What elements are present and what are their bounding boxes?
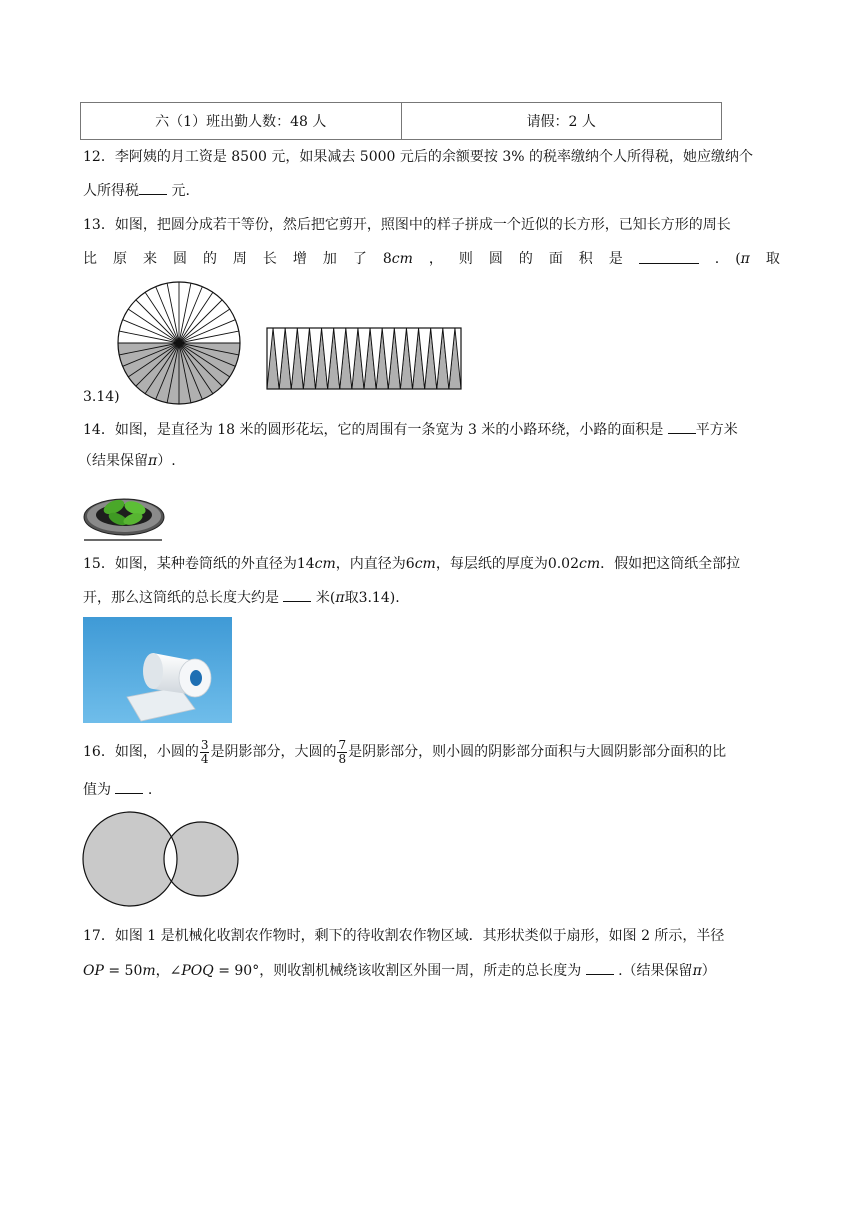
answer-blank [115,779,143,794]
table-cell-leave: 请假：2 人 [401,103,722,140]
q17-angle-sign: ∠ [169,963,182,979]
fraction-denominator: 4 [200,751,209,766]
q13-length-value: 8 [382,251,392,267]
q13-period: . [714,251,720,267]
q17-line1: 17．如图 1 是机械化收割农作物时，剩下的待收割农作物区域．其形状类似于扇形，如图 2 所示，半径 [83,928,725,944]
q15-close: ). [389,590,400,606]
overlapping-circles-figure [80,811,242,907]
q15-paren: ( [329,590,336,606]
q17-text: ，则收割机械绕该收割区外围一周，所走的总长度为 [259,963,586,979]
q13-char: 是 [608,251,623,267]
q17-tail: .（结果保留 [613,963,693,979]
q13-char: 加 [322,251,337,267]
flower-bed-figure [82,486,168,542]
fraction-denominator: 8 [338,751,347,766]
fraction-numerator: 3 [200,737,209,752]
q13-char: 圆 [488,251,503,267]
q13-char: 积 [578,251,593,267]
q17-pi: π [692,963,702,979]
q16-text-d: 值为 [83,782,116,798]
q13-char: 圆 [172,251,187,267]
q13-length [383,249,413,269]
roll-back [143,653,163,689]
q13-char: 则 [458,251,473,267]
q17-sep: ， [155,963,170,979]
q13-paren-pi [735,249,750,269]
q13-line1: 13．如图，把圆分成若干等份，然后把它剪开，照图中的样子拼成一个近似的长方形，已知长方形的周长 [83,217,731,233]
q14-pi: π [148,453,158,469]
q16-text-c: 是阴影部分，则小圆的阴影部分面积与大圆阴影部分面积的比 [348,744,727,760]
q14-text-d: ）. [157,453,176,469]
q15-pi-value: 3.14 [358,590,390,606]
q13-pi: π [740,251,750,267]
q15-pi: π [335,590,345,606]
q13-length-unit: cm [391,251,413,267]
q17-op: OP [83,963,104,979]
q15-unit: cm [579,556,601,572]
q15-text-d: ．假如把这筒纸全部拉 [600,556,741,572]
q15-text-b: ，内直径为 [335,556,406,572]
q16-text-b: 是阴影部分，大圆的 [210,744,337,760]
q13-char: 了 [352,251,367,267]
rearranged-rectangle-figure [266,327,462,390]
q13-pi-value: 3.14) [83,389,120,405]
q13-char: 周 [232,251,247,267]
q13-comma: ， [428,251,443,267]
fraction-seven-eighths [337,739,347,766]
q13-char: 原 [112,251,127,267]
q12-line2 [83,180,190,201]
q14-text-b: 平方米 [695,422,738,438]
q13-char: 来 [142,251,157,267]
answer-blank [586,960,614,975]
q15-text-a: 15．如图，某种卷筒纸的外直径为 [83,556,297,572]
q16-line1 [83,737,726,767]
q13-paren: ( [735,251,741,267]
q16-line2 [83,779,152,800]
circle-center [176,340,182,346]
q14-text-c: （结果保留 [78,453,148,469]
rectangle-sectors [267,328,461,389]
q14-text-a: 14．如图，是直径为 18 米的圆形花坛，它的周围有一条宽为 3 米的小路环绕，小路的面积是 [83,422,668,438]
q15-thickness: 0.02 [547,556,579,572]
q16-text-e: . [143,782,153,798]
q15-take: 取 [344,590,359,606]
q17-poq: POQ [181,963,214,979]
answer-blank [139,180,167,195]
table-row [81,103,722,140]
q17-line2 [83,960,716,981]
q14-line1 [83,419,738,440]
q13-char: 长 [262,251,277,267]
attendance-table [80,102,722,140]
q13-char: 增 [292,251,307,267]
q15-unit: cm [414,556,436,572]
q12-line1: 12．李阿姨的月工资是 8500 元，如果减去 5000 元后的余额要按 3% 的税率缴纳个人所得税，她应缴纳个 [83,149,753,165]
sector-line [136,300,179,343]
q15-inner-diameter: 6 [405,556,415,572]
fraction-three-quarters [200,739,210,766]
q15-line1 [83,554,740,574]
q15-text-f: 米 [311,590,330,606]
table-cell-attendance: 六（1）班出勤人数：48 人 [81,103,402,140]
sectored-circle-figure [116,280,242,406]
answer-blank [639,249,699,264]
roll-core [190,670,202,686]
q12-text-a: 人所得税 [83,183,139,199]
answer-blank [668,419,696,434]
q13-char: 的 [518,251,533,267]
sector-line [179,300,222,343]
q13-char: 的 [202,251,217,267]
q12-text-b: 元. [167,183,190,199]
q15-unit: cm [314,556,336,572]
q13-char: 比 [83,251,97,267]
q15-outer-diameter: 14 [296,556,315,572]
q17-angle-value: = 90° [213,963,260,979]
q15-text-c: ，每层纸的厚度为 [435,556,548,572]
q13-char: 面 [548,251,563,267]
q17-radius: = 50 [103,963,143,979]
q16-text-a: 16．如图，小圆的 [83,744,199,760]
q15-line2 [83,587,400,608]
q14-line2 [78,451,176,471]
paper-roll-photo [83,617,232,723]
fraction-numerator: 7 [338,737,347,752]
q13-line2 [83,249,780,269]
q17-close: ） [701,963,716,979]
q15-text-e: 开，那么这筒纸的总长度大约是 [83,590,284,606]
q17-unit: m [142,963,156,979]
answer-blank [283,587,311,602]
q13-take: 取 [765,251,780,267]
